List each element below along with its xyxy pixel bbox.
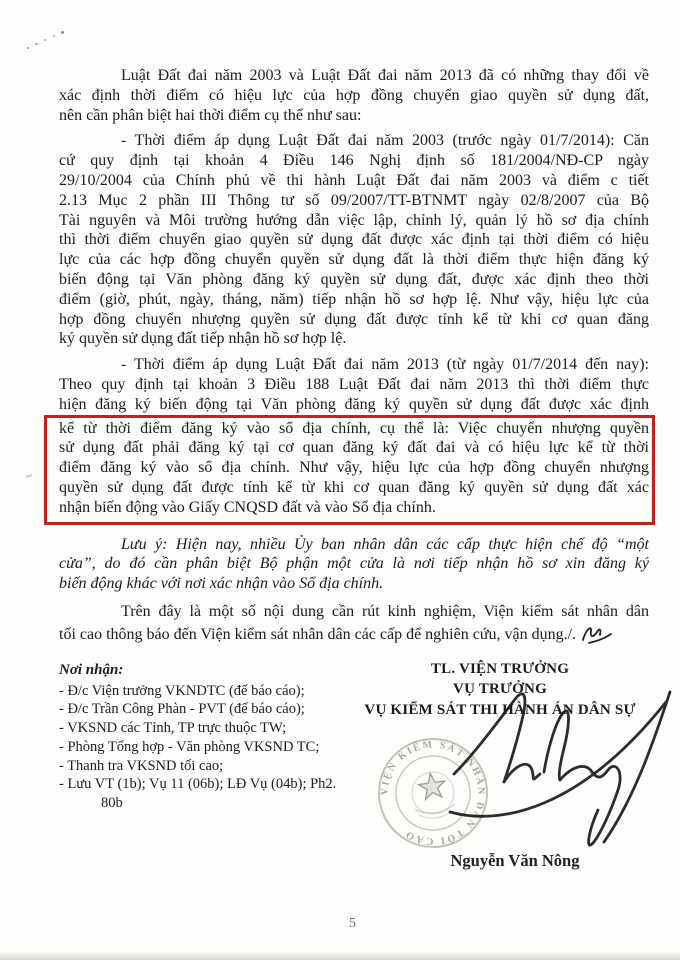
highlighted-text-line: quyền sử dụng đất được tính kể từ khi cơ quan đăng ký quyền sử dụng đất xác: [59, 478, 649, 496]
text-line: thì thời điểm chuyển giao quyền sử dụng đất được xác định tại thời điểm có hiệu: [59, 231, 649, 249]
handwritten-initial-icon: [579, 622, 613, 646]
paragraph-law-2003: [59, 131, 649, 349]
recipient-item: - VKSND các Tỉnh, TP trực thuộc TW;: [59, 720, 287, 737]
text-line: 29/10/2004 của Chính phủ về thi hành Luật Đất đai năm 2003 và điểm c tiết: [59, 171, 649, 189]
handwritten-signature: [440, 686, 672, 854]
text-line: biến động tại Văn phòng đăng ký quyền sử dụng đất, được xác định theo thời: [59, 270, 649, 288]
recipient-item: - Lưu VT (1b); Vụ 11 (06b); LĐ Vụ (04b); Ph2.: [59, 776, 337, 793]
highlighted-text-line: nhận biến động vào Giấy CNQSD đất và vào Sổ địa chính.: [59, 498, 436, 516]
text-line: nên cần phân biệt hai thời điểm cụ thể như sau:: [59, 106, 362, 124]
paragraph-closing: [59, 602, 649, 646]
recipients-heading: Nơi nhận:: [59, 662, 124, 678]
paragraph-law-2013: [59, 355, 649, 524]
text-line: - Thời điểm áp dụng Luật Đất đai năm 2013 (từ ngày 01/7/2014 đến nay):: [121, 356, 649, 374]
paragraph-note: [59, 535, 649, 594]
seal-text: VIỆN KIỂM SÁT NHÂN DÂN TỐI CAO: [379, 739, 487, 847]
recipient-item: - Đ/c Trần Công Phàn - PVT (để báo cáo);: [59, 701, 305, 718]
page-number: 5: [349, 916, 356, 931]
text-line: Trên đây là một số nội dung cần rút kinh nghiệm, Viện kiểm sát nhân dân: [121, 602, 649, 620]
text-line: điểm (giờ, phút, ngày, tháng, năm) tiếp nhận hồ sơ hợp lệ. Như vậy, hiệu lực của: [59, 290, 649, 308]
highlighted-text-line: sử dụng đất phải đăng ký tại cơ quan đăng ký đất đai và có hiệu lực kể từ thời: [59, 439, 649, 457]
text-line: xác định thời điểm có hiệu lực của hợp đồng chuyển giao quyền sử dụng đất,: [59, 86, 649, 104]
highlighted-text-line: điểm đăng ký vào sổ địa chính. Như vậy, hiệu lực của hợp đồng chuyển nhượng: [59, 459, 649, 477]
red-highlight-box: [44, 415, 655, 525]
text-line: Tài nguyên và Môi trường hướng dẫn việc lập, chỉnh lý, quản lý hồ sơ địa chính: [59, 211, 649, 229]
text-line: cửa”, do đó cần phân biệt Bộ phận một cửa là nơi tiếp nhận hồ sơ xin đăng ký: [59, 555, 649, 573]
highlighted-text-line: kể từ thời điểm đăng ký vào sổ địa chính, cụ thể là: Việc chuyển nhượng quyền: [59, 419, 649, 437]
signer-name: Nguyễn Văn Nông: [450, 851, 580, 870]
text-line: Lưu ý: Hiện nay, nhiều Ủy ban nhân dân các cấp thực hiện chế độ “một: [121, 535, 649, 553]
recipients-block: [59, 661, 349, 813]
scan-edge-shadow: [0, 951, 680, 960]
paragraph-intro: [59, 66, 649, 125]
text-line: biến động khác với nơi xác nhận vào Sổ địa chính.: [59, 575, 384, 593]
text-line: cứ quy định tại khoản 4 Điều 146 Nghị định số 181/2004/NĐ-CP ngày: [59, 152, 649, 170]
text-line: - Thời điểm áp dụng Luật Đất đai năm 2003 (trước ngày 01/7/2014): Căn: [121, 132, 649, 150]
text-line: hợp đồng chuyển nhượng quyền sử dụng đất được tính kể từ khi cơ quan đăng: [59, 310, 649, 328]
text-line: Theo quy định tại khoản 3 Điều 188 Luật Đất đai năm 2013 thì thời điểm thực: [59, 375, 649, 393]
text-line: [59, 622, 649, 646]
recipient-item: - Phòng Tổng hợp - Văn phòng VKSND TC;: [59, 738, 320, 755]
closing-text: tối cao thông báo đến Viện kiểm sát nhân dân các cấp để nghiên cứu, vận dụng./.: [59, 625, 577, 643]
signer-title-line: VỤ TRƯỞNG: [453, 681, 547, 698]
recipient-item: - Thanh tra VKSND tối cao;: [59, 757, 224, 774]
recipient-item: 80b: [101, 794, 123, 811]
text-line: 2.13 Mục 2 phần III Thông tư số 09/2007/TT-BTNMT ngày 02/8/2007 của Bộ: [59, 191, 649, 209]
signer-title-line: VỤ KIỂM SÁT THI HÀNH ÁN DÂN SỰ: [364, 701, 636, 718]
text-line: lực của các hợp đồng chuyển quyền sử dụng đất là thời điểm thực hiện đăng ký: [59, 251, 649, 269]
text-line: ký quyền sử dụng đất tiếp nhận hồ sơ hợp lệ.: [59, 330, 347, 348]
text-line: Luật Đất đai năm 2003 và Luật Đất đai năm 2013 đã có những thay đổi về: [121, 67, 649, 84]
text-line: hiện đăng ký biến động tại Văn phòng đăng ký quyền sử dụng đất được xác định: [59, 395, 649, 413]
signer-title-line: TL. VIỆN TRƯỞNG: [430, 661, 570, 677]
recipient-item: - Đ/c Viện trưởng VKNDTC (để báo cáo);: [59, 682, 305, 699]
